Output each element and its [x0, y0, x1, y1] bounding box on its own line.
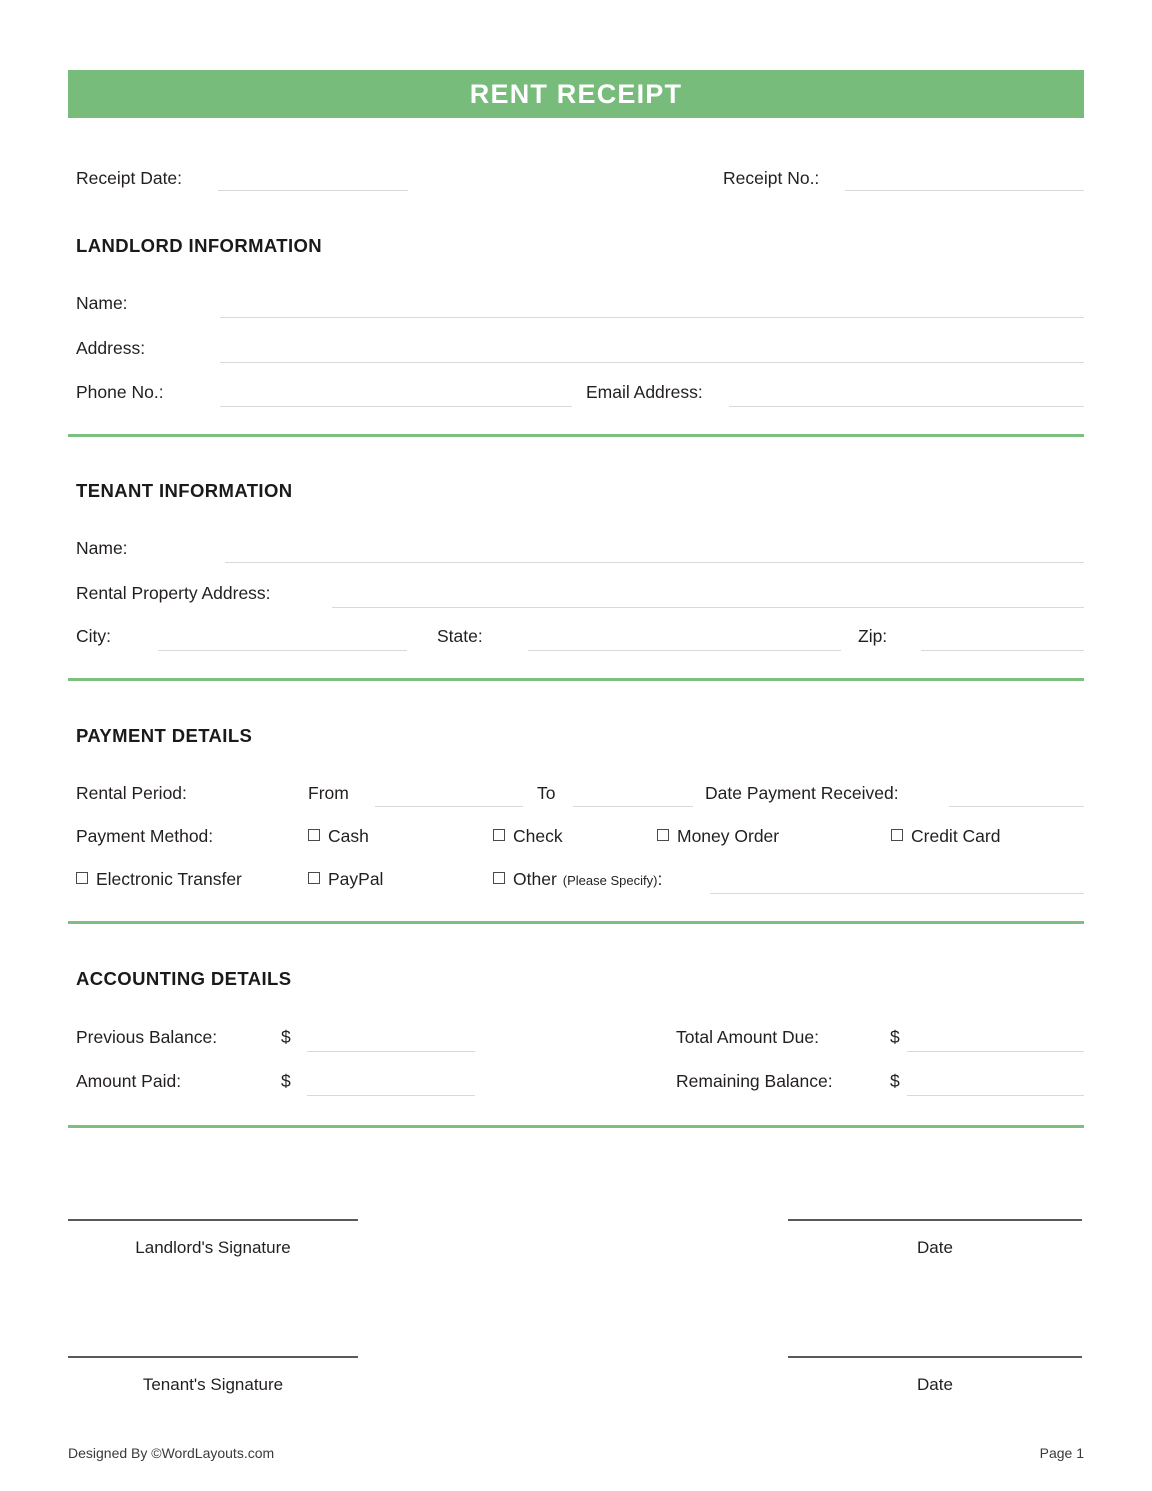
- rental-period-from-label: From: [308, 783, 349, 803]
- amount-paid-currency: $: [281, 1071, 291, 1091]
- rental-period-from-input[interactable]: [375, 806, 523, 807]
- landlord-signature-caption: Landlord's Signature: [135, 1238, 291, 1257]
- landlord-phone-label: Phone No.:: [76, 382, 164, 402]
- total-amount-due-input[interactable]: [907, 1051, 1084, 1052]
- tenant-signature-caption: Tenant's Signature: [142, 1375, 284, 1394]
- checkbox-icon: [493, 872, 505, 884]
- payment-method-money-order-label: Money Order: [677, 826, 780, 846]
- payment-method-other-colon: :: [657, 869, 663, 889]
- remaining-balance-input[interactable]: [907, 1095, 1084, 1096]
- tenant-section-heading: TENANT INFORMATION: [76, 480, 293, 501]
- receipt-date-label: Receipt Date:: [76, 168, 183, 188]
- footer-credit: Designed By ©WordLayouts.com: [68, 1445, 275, 1461]
- amount-paid-label: Amount Paid:: [76, 1071, 182, 1091]
- tenant-zip-input[interactable]: [921, 650, 1084, 651]
- page-title: RENT RECEIPT: [469, 78, 683, 109]
- tenant-state-label: State:: [437, 626, 483, 646]
- checkbox-icon: [493, 829, 505, 841]
- landlord-signature-line[interactable]: [68, 1219, 358, 1221]
- section-divider-2: [68, 678, 1084, 681]
- payment-method-electronic-transfer-label: Electronic Transfer: [96, 869, 242, 889]
- checkbox-icon: [308, 872, 320, 884]
- section-divider-4: [68, 1125, 1084, 1128]
- receipt-number-input[interactable]: [845, 190, 1084, 191]
- payment-method-cash-label: Cash: [328, 826, 369, 846]
- landlord-name-input[interactable]: [220, 317, 1084, 318]
- landlord-email-input[interactable]: [729, 406, 1084, 407]
- landlord-date-line[interactable]: [788, 1219, 1082, 1221]
- payment-method-cash-checkbox[interactable]: [308, 826, 369, 847]
- payment-method-other-label: Other: [513, 869, 557, 889]
- total-amount-due-currency: $: [890, 1027, 900, 1047]
- remaining-balance-currency: $: [890, 1071, 900, 1091]
- rental-property-address-input[interactable]: [332, 607, 1084, 608]
- tenant-city-label: City:: [76, 626, 111, 646]
- payment-method-label: Payment Method:: [76, 826, 214, 846]
- payment-section-heading: PAYMENT DETAILS: [76, 725, 253, 746]
- amount-paid-input[interactable]: [307, 1095, 475, 1096]
- total-amount-due-label: Total Amount Due:: [676, 1027, 819, 1047]
- footer-page-number: Page 1: [1039, 1445, 1084, 1461]
- checkbox-icon: [308, 829, 320, 841]
- payment-method-electronic-transfer-checkbox[interactable]: [76, 869, 242, 890]
- date-payment-received-label: Date Payment Received:: [705, 783, 899, 803]
- payment-method-other-hint: (Please Specify): [562, 873, 658, 888]
- receipt-date-input[interactable]: [218, 190, 408, 191]
- payment-method-paypal-checkbox[interactable]: [308, 869, 383, 890]
- previous-balance-label: Previous Balance:: [76, 1027, 218, 1047]
- rental-period-label: Rental Period:: [76, 783, 187, 803]
- landlord-date-caption: Date: [917, 1238, 953, 1257]
- receipt-number-label: Receipt No.:: [723, 168, 820, 188]
- tenant-city-input[interactable]: [158, 650, 407, 651]
- checkbox-icon: [891, 829, 903, 841]
- payment-method-paypal-label: PayPal: [328, 869, 384, 889]
- accounting-section-heading: ACCOUNTING DETAILS: [76, 968, 292, 989]
- landlord-section-heading: LANDLORD INFORMATION: [76, 235, 323, 256]
- previous-balance-currency: $: [281, 1027, 291, 1047]
- tenant-zip-label: Zip:: [858, 626, 888, 646]
- previous-balance-input[interactable]: [307, 1051, 475, 1052]
- payment-method-other-checkbox[interactable]: [493, 869, 662, 890]
- section-divider-1: [68, 434, 1084, 437]
- tenant-signature-line[interactable]: [68, 1356, 358, 1358]
- payment-method-money-order-checkbox[interactable]: [657, 826, 779, 847]
- remaining-balance-label: Remaining Balance:: [676, 1071, 833, 1091]
- payment-method-other-input[interactable]: [710, 893, 1084, 894]
- tenant-date-line[interactable]: [788, 1356, 1082, 1358]
- tenant-name-label: Name:: [76, 538, 128, 558]
- rental-period-to-label: To: [537, 783, 556, 803]
- landlord-address-input[interactable]: [220, 362, 1084, 363]
- checkbox-icon: [76, 872, 88, 884]
- payment-method-check-label: Check: [513, 826, 563, 846]
- rental-property-address-label: Rental Property Address:: [76, 583, 271, 603]
- date-payment-received-input[interactable]: [949, 806, 1084, 807]
- tenant-state-input[interactable]: [528, 650, 841, 651]
- landlord-email-label: Email Address:: [586, 382, 703, 402]
- rental-period-to-input[interactable]: [573, 806, 693, 807]
- section-divider-3: [68, 921, 1084, 924]
- landlord-address-label: Address:: [76, 338, 146, 358]
- tenant-name-input[interactable]: [225, 562, 1084, 563]
- landlord-name-label: Name:: [76, 293, 128, 313]
- payment-method-credit-card-checkbox[interactable]: [891, 826, 1000, 847]
- landlord-phone-input[interactable]: [220, 406, 572, 407]
- checkbox-icon: [657, 829, 669, 841]
- payment-method-check-checkbox[interactable]: [493, 826, 563, 847]
- payment-method-credit-card-label: Credit Card: [911, 826, 1001, 846]
- document-title-banner: [68, 70, 1084, 118]
- tenant-date-caption: Date: [917, 1375, 953, 1394]
